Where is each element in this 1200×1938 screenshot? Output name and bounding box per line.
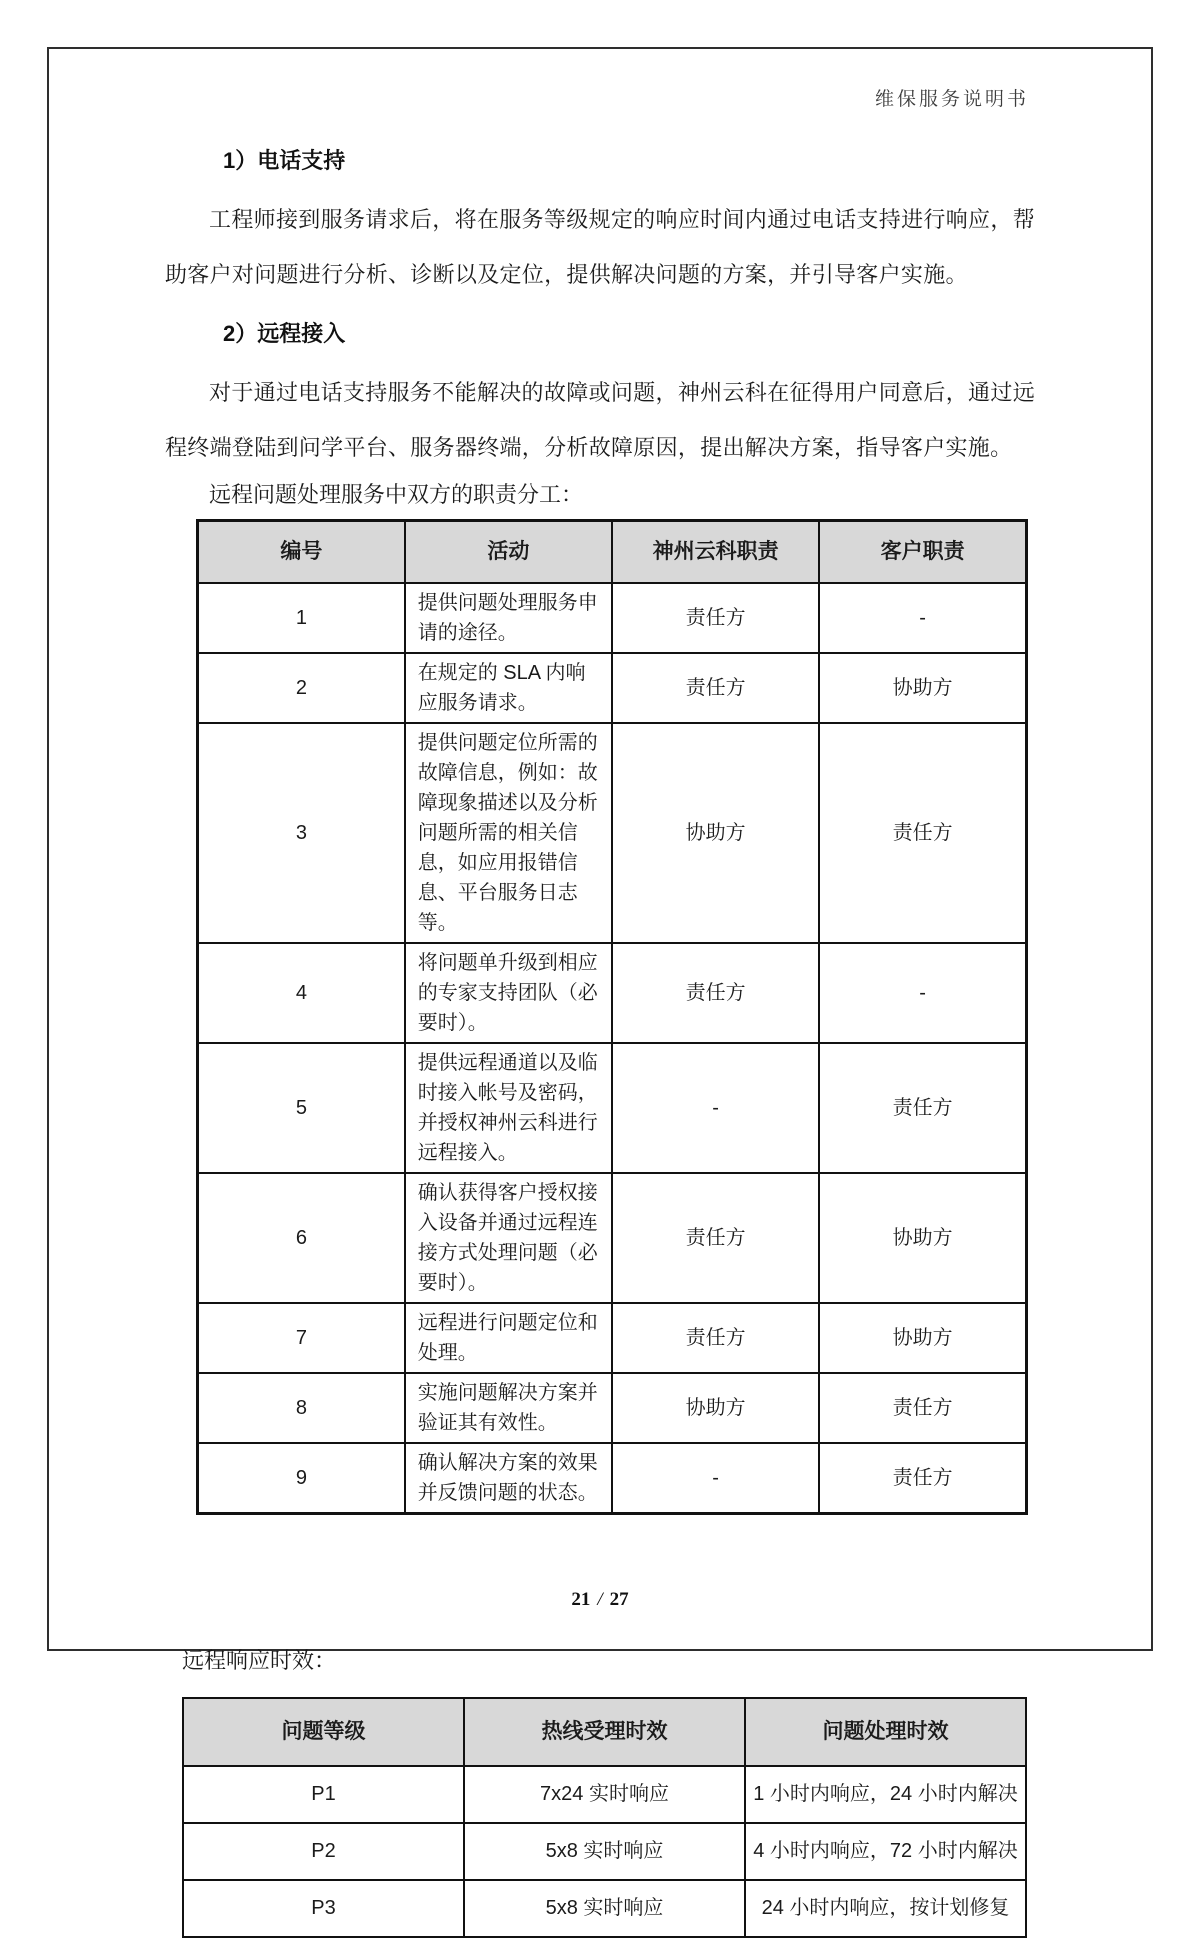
vendor-role-cell: 责任方: [612, 1303, 819, 1373]
table-row: [198, 1173, 1027, 1303]
document-content: [165, 0, 1035, 1938]
table-row: [198, 1303, 1027, 1373]
table-lead-line: 远程问题处理服务中双方的职责分工：: [209, 482, 584, 507]
responsibility-table: [196, 519, 1028, 1515]
page-footer: [0, 1589, 1200, 1611]
section-heading-phone-support: 1）电话支持: [223, 148, 346, 173]
table-row: [198, 1443, 1027, 1514]
activity-cell: 确认解决方案的效果并反馈问题的状态。: [405, 1443, 612, 1514]
problem-level-cell: P1: [183, 1766, 464, 1823]
table-row: [198, 723, 1027, 943]
col-header-hotline-sla: 热线受理时效: [464, 1698, 745, 1766]
customer-role-cell: 协助方: [819, 1303, 1026, 1373]
handling-sla-cell: 1 小时内响应，24 小时内解决: [745, 1766, 1026, 1823]
table-row: [183, 1823, 1026, 1880]
section-heading-remote-access: 2）远程接入: [223, 321, 346, 346]
activity-cell: 将问题单升级到相应的专家支持团队（必要时）。: [405, 943, 612, 1043]
table-row: [183, 1880, 1026, 1937]
col-header-customer-role: 客户职责: [819, 521, 1026, 583]
activity-cell: 提供问题定位所需的故障信息，例如：故障现象描述以及分析问题所需的相关信息，如应用报错信息、平台服务日志等。: [405, 723, 612, 943]
vendor-role-cell: 协助方: [612, 1373, 819, 1443]
customer-role-cell: -: [819, 943, 1026, 1043]
handling-sla-cell: 24 小时内响应，按计划修复: [745, 1880, 1026, 1937]
activity-cell: 在规定的 SLA 内响应服务请求。: [405, 653, 612, 723]
vendor-role-cell: 协助方: [612, 723, 819, 943]
problem-level-cell: P2: [183, 1823, 464, 1880]
activity-cell: 确认获得客户授权接入设备并通过远程连接方式处理问题（必要时）。: [405, 1173, 612, 1303]
table-row: [198, 1373, 1027, 1443]
table-row: [198, 583, 1027, 653]
row-number-cell: 8: [198, 1373, 405, 1443]
table-row: [198, 1043, 1027, 1173]
table-header-row: [183, 1698, 1026, 1766]
customer-role-cell: -: [819, 583, 1026, 653]
customer-role-cell: 协助方: [819, 1173, 1026, 1303]
row-number-cell: 9: [198, 1443, 405, 1514]
col-header-handling-sla: 问题处理时效: [745, 1698, 1026, 1766]
activity-cell: 提供问题处理服务申请的途径。: [405, 583, 612, 653]
customer-role-cell: 责任方: [819, 723, 1026, 943]
page-number-separator: /: [597, 1589, 603, 1610]
vendor-role-cell: -: [612, 1043, 819, 1173]
col-header-vendor-role: 神州云科职责: [612, 521, 819, 583]
vendor-role-cell: 责任方: [612, 653, 819, 723]
customer-role-cell: 责任方: [819, 1373, 1026, 1443]
row-number-cell: 3: [198, 723, 405, 943]
current-page-number: 21: [571, 1589, 591, 1610]
hotline-sla-cell: 7x24 实时响应: [464, 1766, 745, 1823]
row-number-cell: 5: [198, 1043, 405, 1173]
col-header-problem-level: 问题等级: [183, 1698, 464, 1766]
hotline-sla-cell: 5x8 实时响应: [464, 1823, 745, 1880]
hotline-sla-cell: 5x8 实时响应: [464, 1880, 745, 1937]
activity-cell: 提供远程通道以及临时接入帐号及密码，并授权神州云科进行远程接入。: [405, 1043, 612, 1173]
vendor-role-cell: 责任方: [612, 1173, 819, 1303]
customer-role-cell: 责任方: [819, 1043, 1026, 1173]
table-row: [198, 653, 1027, 723]
paragraph-remote-access: 对于通过电话支持服务不能解决的故障或问题，神州云科在征得用户同意后，通过远程终端登陆到问学平台、服务器终端，分析故障原因，提出解决方案，指导客户实施。: [165, 380, 1035, 460]
col-header-number: 编号: [198, 521, 405, 583]
vendor-role-cell: 责任方: [612, 943, 819, 1043]
table-row: [183, 1766, 1026, 1823]
problem-level-cell: P3: [183, 1880, 464, 1937]
table-row: [198, 943, 1027, 1043]
vendor-role-cell: 责任方: [612, 583, 819, 653]
response-time-title: 远程响应时效：: [182, 1647, 337, 1673]
customer-role-cell: 协助方: [819, 653, 1026, 723]
col-header-activity: 活动: [405, 521, 612, 583]
row-number-cell: 4: [198, 943, 405, 1043]
row-number-cell: 1: [198, 583, 405, 653]
row-number-cell: 7: [198, 1303, 405, 1373]
paragraph-phone-support: 工程师接到服务请求后，将在服务等级规定的响应时间内通过电话支持进行响应，帮助客户对问题进行分析、诊断以及定位，提供解决问题的方案，并引导客户实施。: [165, 207, 1035, 287]
customer-role-cell: 责任方: [819, 1443, 1026, 1514]
handling-sla-cell: 4 小时内响应，72 小时内解决: [745, 1823, 1026, 1880]
document-header-title: 维保服务说明书: [874, 89, 1029, 110]
activity-cell: 远程进行问题定位和处理。: [405, 1303, 612, 1373]
activity-cell: 实施问题解决方案并验证其有效性。: [405, 1373, 612, 1443]
table-header-row: [198, 521, 1027, 583]
vendor-role-cell: -: [612, 1443, 819, 1514]
response-time-table: [182, 1697, 1027, 1938]
total-page-count: 27: [609, 1589, 629, 1610]
row-number-cell: 2: [198, 653, 405, 723]
row-number-cell: 6: [198, 1173, 405, 1303]
